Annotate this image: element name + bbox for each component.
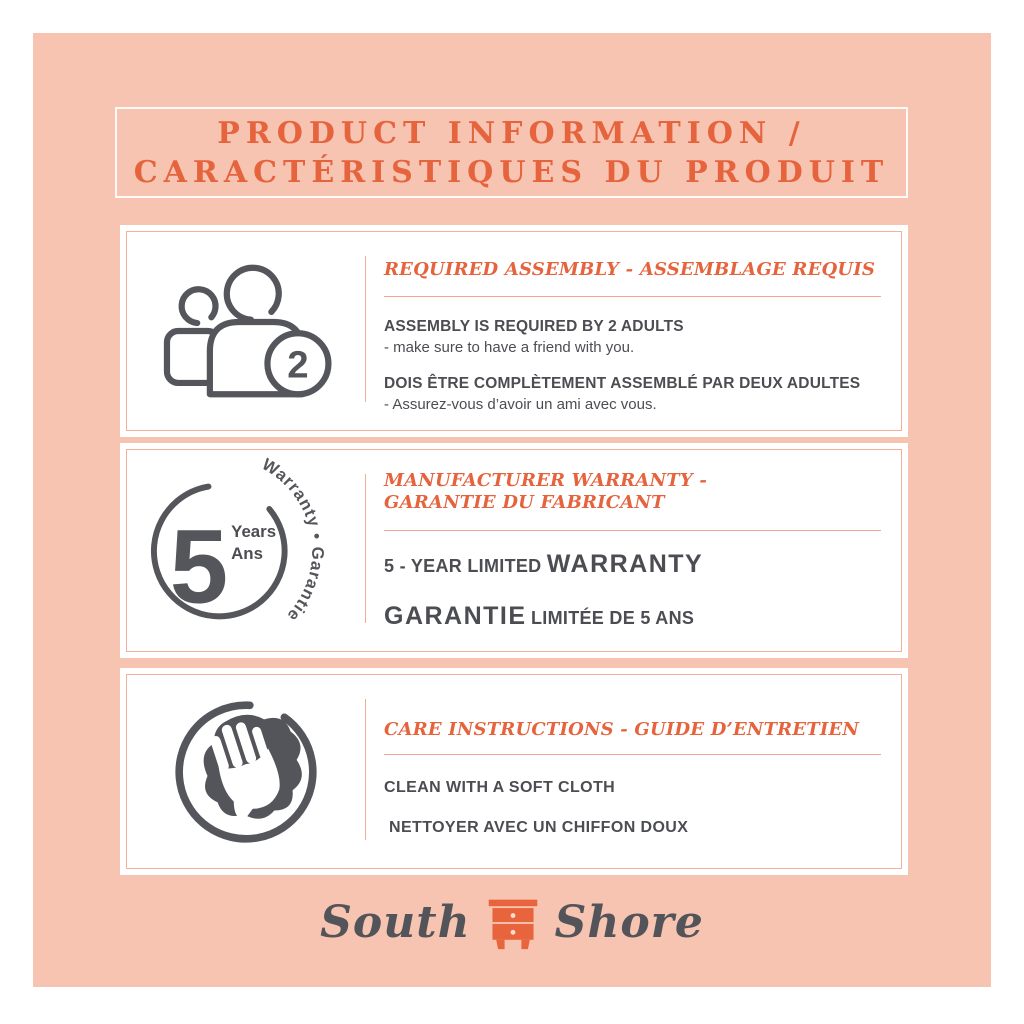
warranty-fr-line: [384, 602, 889, 631]
care-icon-col: [127, 675, 365, 868]
assembly-card: [120, 225, 908, 437]
warranty-heading-line1: MANUFACTURER WARRANTY -: [384, 470, 708, 491]
horizontal-divider: [384, 530, 881, 531]
assembly-fr-paragraph: [384, 374, 889, 415]
care-content: [366, 675, 901, 868]
care-fr-line: NETTOYER AVEC UN CHIFFON DOUX: [389, 819, 689, 836]
warranty-heading-line2: GARANTIE DU FABRICANT: [384, 492, 665, 513]
warranty-icon-col: [127, 450, 365, 651]
assembly-fr-note: - Assurez-vous d’avoir un ami avec vous.: [384, 395, 657, 413]
two-adults-icon: [160, 261, 332, 401]
warranty-card: [120, 443, 908, 658]
warranty-en-emphasis: WARRANTY: [546, 550, 704, 578]
warranty-fr-emphasis: GARANTIE: [384, 602, 527, 630]
five-year-warranty-icon: [142, 452, 350, 650]
assembly-content: [366, 232, 901, 430]
assembly-icon-col: [127, 232, 365, 430]
warranty-en-line: [384, 550, 889, 579]
care-en-line: CLEAN WITH A SOFT CLOTH: [384, 779, 616, 796]
warranty-years-label: Years: [231, 521, 277, 541]
warranty-number: 5: [169, 507, 229, 625]
nightstand-icon: [485, 893, 541, 953]
warranty-content: [366, 450, 901, 651]
care-card-inner: [126, 674, 902, 869]
brand-word-shore: Shore: [554, 897, 704, 948]
warranty-heading: [384, 470, 889, 514]
page-title-line1: PRODUCT INFORMATION /: [217, 115, 806, 151]
horizontal-divider: [384, 296, 881, 297]
cleaning-cloth-icon: [165, 691, 327, 853]
assembly-fr-bold: DOIS ÊTRE COMPLÈTEMENT ASSEMBLÉ PAR DEUX ADULTES: [384, 375, 861, 392]
assembly-heading: REQUIRED ASSEMBLY - ASSEMBLAGE REQUIS: [384, 259, 876, 280]
warranty-card-inner: [126, 449, 902, 652]
warranty-fr-suffix: LIMITÉE DE 5 ANS: [531, 608, 695, 628]
care-heading: CARE INSTRUCTIONS - GUIDE D’ENTRETIEN: [384, 719, 860, 740]
assembly-card-inner: [126, 231, 902, 431]
assembly-en-note: - make sure to have a friend with you.: [384, 338, 635, 356]
brand-word-south: South: [320, 897, 471, 948]
warranty-ans-label: Ans: [231, 543, 263, 563]
assembly-en-bold: ASSEMBLY IS REQUIRED BY 2 ADULTS: [384, 318, 684, 335]
warranty-ring-text: Warranty • Garantie: [258, 454, 328, 626]
page-title-line2: CARACTÉRISTIQUES DU PRODUIT: [133, 154, 890, 190]
horizontal-divider: [384, 754, 881, 755]
pink-panel: [33, 33, 991, 987]
two-adults-badge: 2: [287, 343, 309, 387]
warranty-en-prefix: 5 - YEAR LIMITED: [384, 556, 547, 576]
assembly-en-paragraph: [384, 317, 889, 358]
brand-footer: [33, 893, 991, 953]
care-card: [120, 668, 908, 875]
title-box: [115, 107, 908, 198]
